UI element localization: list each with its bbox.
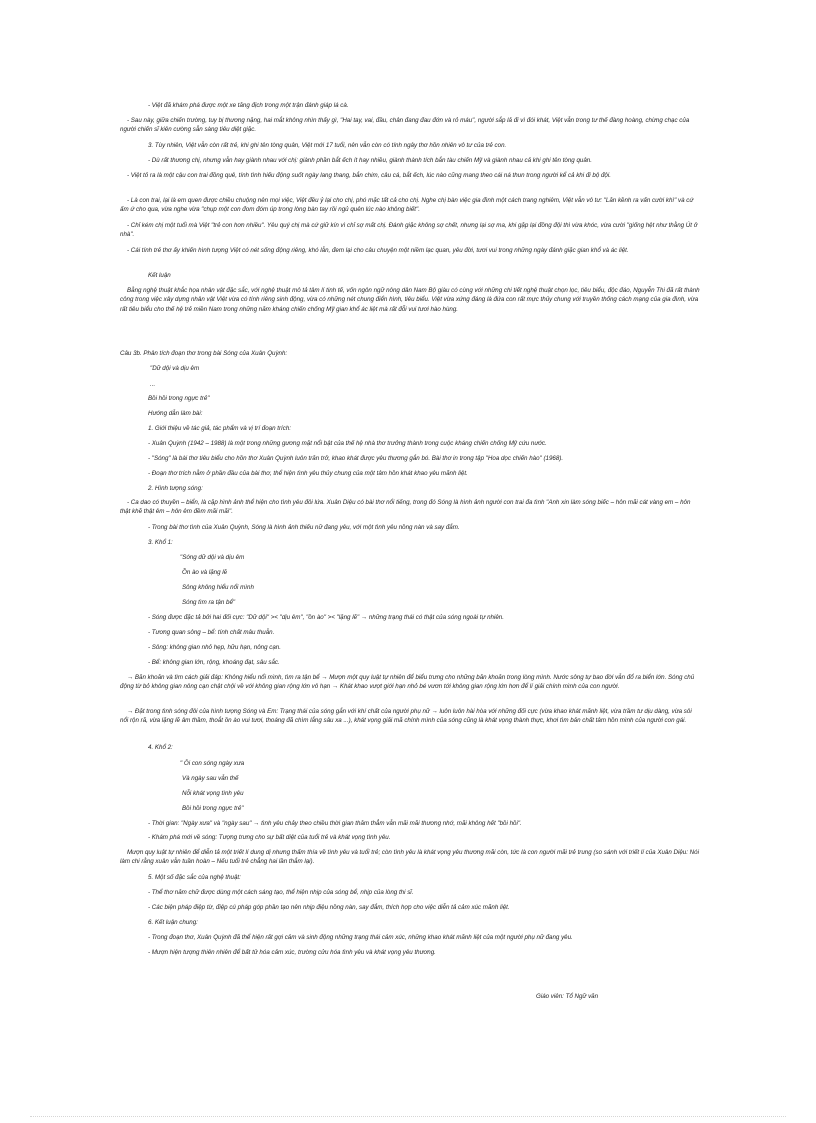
paragraph: - Việt đã khám phá được một xe tăng địch trong một trận đánh giáp lá cà. (148, 102, 349, 109)
paragraph: - Đoạn thơ trích nằm ở phần đầu của bài thơ, thể hiện tình yêu thủy chung của một tâm hồn khát khao yêu mãnh liệt. (148, 470, 468, 477)
paragraph: - Cái tính trẻ thơ ấy khiến hình tượng Việt có nét sống động riêng, khó lẫn, đem lại cho câu chuyện một niềm lạc quan, yêu đời, tươi vui trong những ngày đánh giặc gian khổ và ác liệt. (127, 247, 629, 254)
question-heading: Câu 3b. Phân tích đoạn thơ trong bài Sóng của Xuân Quỳnh: (120, 350, 288, 357)
section-heading: 3. Khổ 1: (148, 539, 173, 546)
paragraph: - Sau này, giữa chiến trường, tuy bị thương nặng, hai mắt không nhìn thấy gì, "Hai tay, vai, đầu, chân đang đau đớn và rỏ máu", người sắp lả đi vì đói khát, Việt vẫn trong tư thế đàng hoàng, chừng chạc của người chiến sĩ kiên cường sẵn sàng tiêu diệt giặc. (120, 117, 690, 134)
poem-line: "Sóng dữ dội và dịu êm (180, 554, 245, 561)
section-heading: 2. Hình tượng sóng: (148, 485, 203, 492)
paragraph: - Thể thơ năm chữ được dùng một cách sáng tạo, thể hiện nhịp của sóng bể, nhịp của lòng thi sĩ. (148, 889, 414, 896)
section-heading: 5. Một số đặc sắc của nghệ thuật: (148, 874, 241, 881)
paragraph: - Thời gian: "Ngày xưa" và "ngày sau" → tình yêu chảy theo chiều thời gian thăm thẳm vẫn mãi mãi thương nhớ, mãi không hết "bồi hồi". (148, 820, 522, 827)
paragraph: → Đặt trong tình sóng đôi của hình tượng Sóng và Em: Trạng thái của sóng gắn với khí chất của người phụ nữ → luôn luôn hài hòa với những đối cực (vừa khao khát mãnh liệt, vừa trầm tư dịu dàng, vừa sôi nổi rộn rã, vừa lặng lẽ âm thầm, thoắt ồn ào vui tươi, thoáng đã chìm lắng sâu xa ...), khát vọng giải mã chính mình của sóng cũng là khát vọng thành thực, khơi tìm bản chất tâm hồn mình của người con gái. (120, 708, 692, 725)
ket-luan-paragraph: Bằng nghệ thuật khắc họa nhân vật đặc sắc, với nghệ thuật mô tả tâm lí tinh tế, vốn ngôn ngữ nông dân Nam Bộ giàu có cùng với những chi tiết nghệ thuật chọn lọc, tiêu biểu, độc đáo, Nguyễn Thi đã rất thành công trong việc xây dựng nhân vật Việt vừa có tính riêng sinh động, vừa có những nét chung điển hình, tiêu biểu. Việt vừa xứng đáng là đứa con rất mực thủy chung với truyền thống cách mạng của gia đình, vừa rất tiêu biểu cho thế hệ trẻ miền Nam trong những năm kháng chiến chống Mỹ gian khổ ác liệt mà rất đỗi vui tươi hào hùng. (120, 287, 700, 313)
paragraph: - Các biện pháp điệp từ, điệp cú pháp góp phần tạo nên nhịp điệu nồng nàn, say đắm, thích hợp cho việc diễn tả cảm xúc mãnh liệt. (148, 904, 510, 911)
poem-line: ... (150, 381, 156, 388)
paragraph: - Ca dao có thuyền – biển, là cặp hình ảnh thể hiện cho tình yêu đôi lứa. Xuân Diệu có bài thơ nổi tiếng, trong đó Sóng là hình ảnh người con trai đa tình "Anh xin làm sóng biếc – hôn mãi cát vàng em – hôn thật khẽ thật êm – hôn êm đềm mãi mãi". (120, 499, 691, 516)
poem-line: " Ôi con sóng ngày xưa (180, 760, 245, 767)
paragraph: - Trong đoạn thơ, Xuân Quỳnh đã thể hiện rất gợi cảm và sinh động những trạng thái cảm xúc, những khao khát mãnh liệt của một người phụ nữ đang yêu. (148, 934, 573, 941)
paragraph: - Dù rất thương chị, nhưng vẫn hay giành nhau với chị: giành phần bắt ếch ít hay nhiều, giành thành tích bắn tàu chiến Mỹ và giành nhau cả khi ghi tên tòng quân. (148, 157, 592, 164)
paragraph: - Xuân Quỳnh (1942 – 1988) là một trong những gương mặt nổi bật của thế hệ nhà thơ trưởng thành trong cuộc kháng chiến chống Mỹ cứu nước. (148, 440, 547, 447)
section-heading: 4. Khổ 2: (148, 744, 173, 751)
poem-line: "Dữ dội và dịu êm (150, 365, 200, 372)
paragraph: → Băn khoăn và tìm cách giải đáp: Không hiểu nổi mình, tìm ra tận bể → Mượn một quy luật tự nhiên để biểu trưng cho những băn khoăn trong lòng mình. Nước sông tự bao đời vẫn đổ ra biển lớn. Sóng chủ động từ bỏ không gian nông cạn chật chội về với không gian rộng lớn vô hạn → Khát khao vượt giới hạn nhỏ bé vươn tới không gian rộng lớn hơn để lí giải chính mình của con người. (120, 674, 695, 691)
ket-luan-heading: Kết luận (148, 272, 171, 279)
poem-line: Sóng tìm ra tận bể" (182, 599, 236, 606)
signature: Giáo viên: Tổ Ngữ văn (536, 993, 599, 1000)
poem-line: Nỗi khát vọng tình yêu (182, 790, 244, 797)
paragraph: - Tương quan sông – bể: tính chất mâu thuẫn. (148, 629, 275, 636)
paragraph: - Mượn hiện tượng thiên nhiên để bất tử hóa cảm xúc, trường cửu hóa tình yêu và khát vọng yêu thương. (148, 949, 436, 956)
poem-line: Bồi hồi trong ngực trẻ" (148, 395, 210, 402)
poem-line: Ồn ào và lặng lẽ (182, 569, 228, 576)
paragraph: Mượn quy luật tự nhiên để diễn tả một triết lí dung dị nhưng thấm thía về tình yêu và tuổi trẻ; còn tình yêu là khát vọng yêu thương mãi còn, tức là con người mãi trẻ trung (so sánh với triết lí của Xuân Diệu: Nói làm chi rằng xuân vẫn tuần hoàn – Nếu tuổi trẻ chẳng hai lần thắm lại). (120, 849, 699, 866)
poem-line: Sông không hiểu nổi mình (182, 584, 254, 591)
paragraph: - Việt tỏ ra là một cậu con trai đồng quê, tính tình hiếu động suốt ngày lang thang, bắn chim, câu cá, bắt ếch, lúc nào cũng mang theo cái ná thun trong người kể cả khi đi bộ đội. (127, 172, 611, 179)
paragraph: - Bể: không gian lớn, rộng, khoáng đạt, sâu sắc. (148, 659, 280, 666)
paragraph: - Là con trai, lại là em quen được chiều chuộng nên mọi việc, Việt đều ỷ lại cho chị, phó mặc tất cả cho chị. Nghe chị bàn việc gia đình một cách trang nghiêm, Việt vẫn vô tư: "Lăn kềnh ra vấn cười khì" và cứ ấm ứ cho qua, vừa nghe vừa "chụp một con đom đóm úp trong lòng bàn tay rồi ngủ quên lúc nào không biết". (120, 197, 694, 214)
section-heading: 6. Kết luận chung: (148, 919, 198, 926)
page-bottom-divider (30, 1116, 786, 1117)
paragraph: - "Sóng" là bài thơ tiêu biểu cho hồn thơ Xuân Quỳnh luôn trăn trở, khao khát được yêu thương gắn bó. Bài thơ in trong tập "Hoa dọc chiến hào" (1968). (148, 455, 564, 462)
poem-line: Và ngày sau vẫn thế (182, 775, 239, 782)
paragraph: - Khám phá mới về sóng: Tượng trưng cho sự bất diệt của tuổi trẻ và khát vọng tình yêu. (148, 834, 391, 841)
poem-line: Bồi hồi trong ngực trẻ" (182, 805, 244, 812)
paragraph: - Trong bài thơ tình của Xuân Quỳnh, Sóng là hình ảnh thiếu nữ đang yêu, với một tình yêu nồng nàn và say đắm. (148, 524, 460, 531)
paragraph: - Sóng được đặc tả bởi hai đối cực: "Dữ dội" >< "dịu êm", "ồn ào" >< "lặng lẽ" → những trạng thái có thật của sóng ngoài tự nhiên. (148, 614, 504, 621)
paragraph: 3. Tùy nhiên, Việt vẫn còn rất trẻ, khi ghi tên tòng quân, Việt mới 17 tuổi, nên vẫn còn có tính ngây thơ hồn nhiên vô tư của trẻ con. (148, 142, 507, 149)
paragraph: - Chỉ kém chị một tuổi mà Việt "trẻ con hơn nhiều". Yêu quý chị mà cứ giữ kín vì chỉ sợ mất chị. Đánh giặc không sợ chết, nhưng lại sợ ma, khi gặp lại đồng đội thì vừa khóc, vừa cười "giống hệt như thằng Út ở nhà". (120, 222, 698, 239)
section-heading: 1. Giới thiệu về tác giả, tác phẩm và vị trí đoạn trích: (148, 425, 292, 432)
paragraph: - Sông: không gian nhỏ hẹp, hữu hạn, nông cạn. (148, 644, 281, 651)
guide-heading: Hướng dẫn làm bài: (148, 410, 203, 417)
